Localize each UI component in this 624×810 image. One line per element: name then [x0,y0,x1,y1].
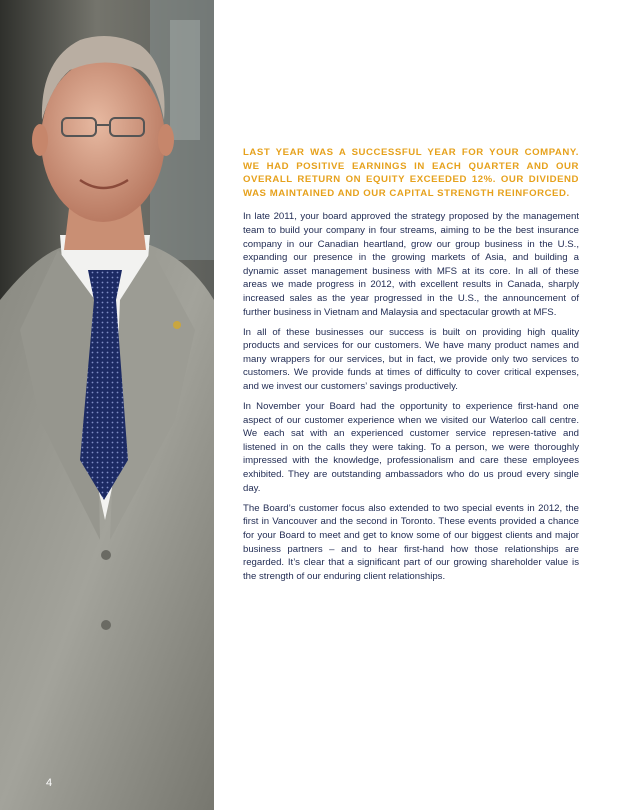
letter-body [243,146,579,590]
paragraph-special-events: The Board’s customer focus also extended to two special events in 2012, the first in Vancouver and the second in Toronto. These events provided a chance for your Board to meet and get to know some of our biggest clients and major business partners – and to hear first-hand how those relationships are regarded. It’s clear that a significant part of our growing shareholder value is the strength of our enduring client relationships. [243,502,579,582]
paragraph-customers: In all of these businesses our success is built on providing high quality products and services for our customers. We have many product names and many wrappers for our services, but in fact, we provide only two services to customers. We provide funds at times of difficulty to cover critical expenses, and we invest our customers’ savings productively. [243,326,579,392]
page-number: 4 [46,777,53,789]
paragraph-strategy: In late 2011, your board approved the strategy proposed by the management team to build your company in four streams, aiming to be the best insurance company in our Canadian heartland, grow our group business in the U.S., expanding our presence in the growing markets of Asia, and building a dynamic asset management business with MFS at its core. In all of these areas we made progress in 2012, with excellent results in Canada, sharply increased sales as the year progressed in the U.S., the announcement of further business in Vietnam and Malaysia and spectacular growth at MFS. [243,211,579,318]
paragraph-call-centre: In November your Board had the opportunity to experience first-hand one aspect of our customer experience when we visited our Waterloo call centre. We each sat with an experienced customer service represen-tative and listened in on the calls they were taking. To a person, we were thoroughly impressed with the knowledge, professionalism and care these employees exhibited. They are outstanding ambassadors who do us proud every single day. [243,401,579,494]
lead-statement: LAST YEAR WAS A SUCCESSFUL YEAR FOR YOUR COMPANY. WE HAD POSITIVE EARNINGS IN EACH QUARTER AND OUR OVERALL RETURN ON EQUITY EXCEEDED 12%. OUR DIVIDEND WAS MAINTAINED AND OUR CAPITAL STRENGTH REINFORCED. [243,147,579,199]
portrait-illustration [0,0,214,810]
portrait-photo [0,0,214,810]
